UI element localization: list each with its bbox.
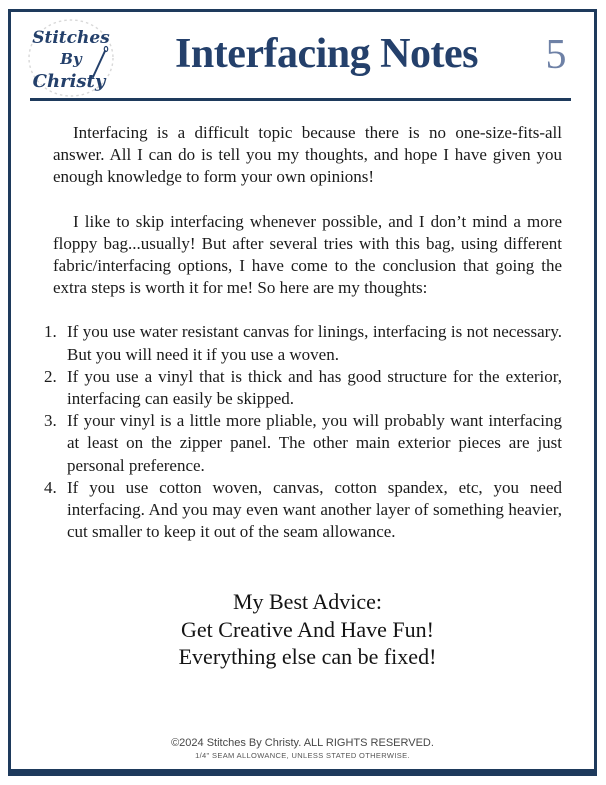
list-item [44,477,562,544]
intro-paragraph: Interfacing is a difficult topic because there is no one-size-fits-all answer. All I can do is tell you my thoughts, and hope I have given you enough knowledge to form your own opinions! [53,123,562,187]
list-item-number: 2. [44,366,57,386]
document-page [8,9,597,776]
page-number: 5 [545,32,567,78]
list-item-number: 4. [44,477,57,497]
brand-logo [17,11,129,103]
list-item [44,410,562,477]
second-paragraph: I like to skip interfacing whenever possible, and I don’t mind a more floppy bag...usually! But after several tries with this bag, using different fabric/interfacing options, I have come to the conclusion that going the extra steps is worth it for me! So here are my thoughts: [53,211,562,298]
seam-allowance-note: 1/4" SEAM ALLOWANCE, UNLESS STATED OTHERWISE. [195,751,410,760]
list-item-text: If you use a vinyl that is thick and has good structure for the exterior, interfacing can easily be skipped. [67,366,562,409]
logo-text-line1: Stitches [32,28,110,48]
list-item-text: If your vinyl is a little more pliable, you will probably want interfacing at least on the zipper panel. The other main exterior pieces are just personal preference. [67,411,562,475]
list-item-number: 3. [44,411,57,431]
list-item-text: If you use cotton woven, canvas, cotton spandex, etc, you need interfacing. And you may even want another layer of something heavier, cut smaller to keep it out of the seam allowance. [67,477,562,542]
logo-text-line2: By [60,50,82,68]
page-header [11,12,594,92]
advice-line: My Best Advice: [232,589,383,615]
advice-line: Everything else can be fixed! [178,644,437,670]
logo-text-line3: Christy [32,71,106,92]
body-text [11,101,594,671]
page-footer [11,737,594,760]
advice-line: Get Creative And Have Fun! [181,616,434,642]
list-item-text: If you use water resistant canvas for linings, interfacing is not necessary. But you will need it if you use a woven. [67,322,562,364]
list-item-number: 1. [44,322,57,342]
list-item [44,366,562,410]
numbered-list [44,321,562,543]
page-title: Interfacing Notes [175,31,478,77]
advice-block [53,588,562,671]
list-item [44,321,562,365]
stitches-by-christy-logo-icon [17,11,129,103]
copyright-text: ©2024 Stitches By Christy. ALL RIGHTS RESERVED. [171,737,434,749]
